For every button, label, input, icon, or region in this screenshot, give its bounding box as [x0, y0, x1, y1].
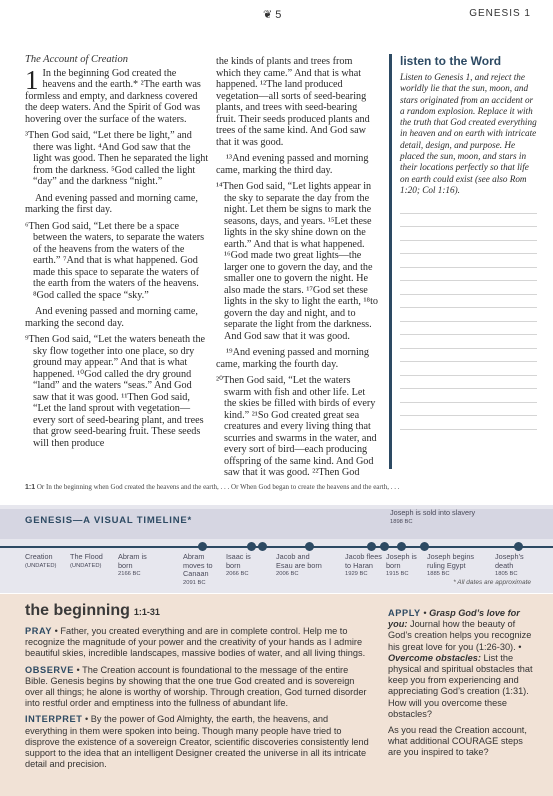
timeline-line [0, 546, 553, 548]
verse-paragraph: ⁹Then God said, “Let the waters beneath the sky flow together into one place, so dry ground may appear.” And that is what happened. ¹⁰God called the dry ground “land” and the waters “seas.” And God saw that it was good. ¹¹Then God said, “Let the land sprout with vegetation—every sort of seed-bearing plant, and trees that grow seed-bearing fruit. These seeds will then produce [25, 334, 206, 449]
sidebar-text: Listen to Genesis 1, and reject the worldly lie that the sun, moon, and stars originated from an accident or a random explosion. Replace it with the truth that God created everything in heaven and on earth with intricate detail, design, and purpose. He placed the sun, moon, and stars in their locations perfectly so that life on earth could exist (see also Rom 1:20; Col 1:16). [400, 72, 537, 195]
timeline-dot [420, 542, 429, 551]
verse-paragraph: the kinds of plants and trees from which they came.” And that is what happened. ¹²The land produced vegetation—all sorts of seed-bearing plants, and trees with seed-bearing fruit. Their seeds produced plants and trees of the same kind. And God saw that it was good. [216, 56, 370, 148]
pray-paragraph: PRAY • Father, you created everything and are in complete control. Help me to recognize the magnitude of your power and the creativity of your hands as I admire beautiful skies, incredible landscapes, massive bodies of water, and all living things. [25, 626, 366, 659]
chapter-number: 1 [25, 64, 39, 95]
verse-paragraph: ¹³And evening passed and morning came, marking the third day. [216, 153, 369, 176]
sidebar-title: listen to the Word [400, 54, 502, 68]
visual-timeline [0, 505, 553, 593]
timeline-event: Joseph begins ruling Egypt 1885 BC [427, 552, 475, 578]
footnote: 1:1 Or In the beginning when God created the heavens and the earth, . . . Or When God began to create the heavens and the earth, . . . [25, 483, 400, 491]
verse-paragraph: 1 In the beginning God created the heavens and the earth.* ²The earth was formless and empty, and darkness covered the deep waters. And the Spirit of God was hovering over the surface of the waters. [25, 64, 201, 125]
timeline-event: Creation (UNDATED) [25, 552, 57, 569]
verse-paragraph: ²⁰Then God said, “Let the waters swarm with fish and other life. Let the skies be filled with birds of every kind.” ²¹So God created great sea creatures and every living thing that scurries and swarms in the water, and every sort of bird—each producing offspring of the same kind. And God saw that it was good. ²²Then God [216, 375, 377, 478]
timeline-dot [247, 542, 256, 551]
scripture-column-2 [216, 56, 379, 484]
page-header [0, 6, 553, 26]
devotional-title: the beginning 1:1-31 [25, 602, 160, 619]
note-lines[interactable] [400, 200, 537, 430]
verse-paragraph: And evening passed and morning came, marking the second day. [25, 306, 198, 329]
apply-closing: As you read the Creation account, what additional COURAGE steps are you inspired to take? [388, 725, 527, 758]
timeline-note: * All dates are approximate [453, 579, 531, 586]
verse-paragraph: ¹⁴Then God said, “Let lights appear in the sky to separate the day from the night. Let them be signs to mark the seasons, days, and years. ¹⁵Let these lights in the sky shine down on the earth.” And that is what happened. ¹⁶God made two great lights—the larger one to govern the day, and the smaller one to govern the night. He also made the stars. ¹⁷God set these lights in the sky to light the earth, ¹⁸to govern the day and night, and to separate the light from the darkness. And God saw that it was good. [216, 181, 379, 342]
timeline-event: Isaac is born 2066 BC [226, 552, 251, 578]
verse-paragraph: ¹⁹And evening passed and morning came, marking the fourth day. [216, 347, 369, 370]
verse-paragraph: And evening passed and morning came, marking the first day. [25, 192, 198, 215]
timeline-dot [380, 542, 389, 551]
timeline-event: Jacob flees to Haran 1929 BC [345, 552, 382, 578]
timeline-event: Abram moves to Canaan 2091 BC [183, 552, 213, 586]
apply-section [388, 608, 536, 764]
timeline-dot [305, 542, 314, 551]
book-title: GENESIS 1 [469, 8, 531, 19]
verse-paragraph: ³Then God said, “Let there be light,” and there was light. ⁴And God saw that the light was good. Then he separated the light from the darkness. ⁵God called the light “day” and the darkness “night.” [25, 130, 209, 187]
devotional-box [0, 594, 553, 796]
verse-paragraph: ⁶Then God said, “Let there be a space between the waters, to separate the waters of the heavens from the waters of the earth.” ⁷And that is what happened. God made this space to separate the waters of the earth from the waters of the heavens. ⁸God called the space “sky.” [25, 220, 205, 301]
timeline-event: Abram is born 2166 BC [118, 552, 147, 578]
timeline-dot [514, 542, 523, 551]
timeline-event: Joseph’s death 1805 BC [495, 552, 524, 578]
observe-paragraph: OBSERVE • The Creation account is foundational to the message of the entire Bible. Genesis begins by showing that the one true God created and is sovereign over all things; he alone is worthy of worship. Through creation, God turned disorder into restful order and emptiness into the fullness of abundant life. [25, 664, 367, 709]
timeline-title: GENESIS—A VISUAL TIMELINE* [25, 515, 193, 526]
devotional-body [25, 626, 373, 775]
scripture-column-1 [25, 54, 210, 454]
timeline-event: Jacob and Esau are born 2006 BC [276, 552, 322, 578]
timeline-event: The Flood (UNDATED) [70, 552, 103, 569]
page-number: ❦ 5 [263, 9, 282, 21]
timeline-dot [367, 542, 376, 551]
timeline-event: Joseph is born 1915 BC [386, 552, 417, 578]
timeline-event: Joseph is sold into slavery 1898 BC [390, 508, 476, 525]
section-title: The Account of Creation [25, 54, 128, 65]
timeline-dot [397, 542, 406, 551]
timeline-dot [258, 542, 267, 551]
apply-paragraph: APPLY • Grasp God’s love for you: Journal how the beauty of God’s creation helps you recognize his great love for you (1:26-30). • Overcome obstacles: List the physical and spiritual obstacles that keep you from experiencing and appreciating God’s creation (1:31). How will you overcome these obstacles? [388, 608, 533, 719]
timeline-dot [198, 542, 207, 551]
interpret-paragraph: INTERPRET • By the power of God Almighty, the earth, the heavens, and everything in them were spoken into being. Though many people have tried to disprove the existence of a sovereign Creator, scientific discoveries consistently lend support to the idea that an intelligent Designer created the universe in all its intricate detail and precision. [25, 714, 369, 770]
listen-sidebar [389, 54, 537, 469]
